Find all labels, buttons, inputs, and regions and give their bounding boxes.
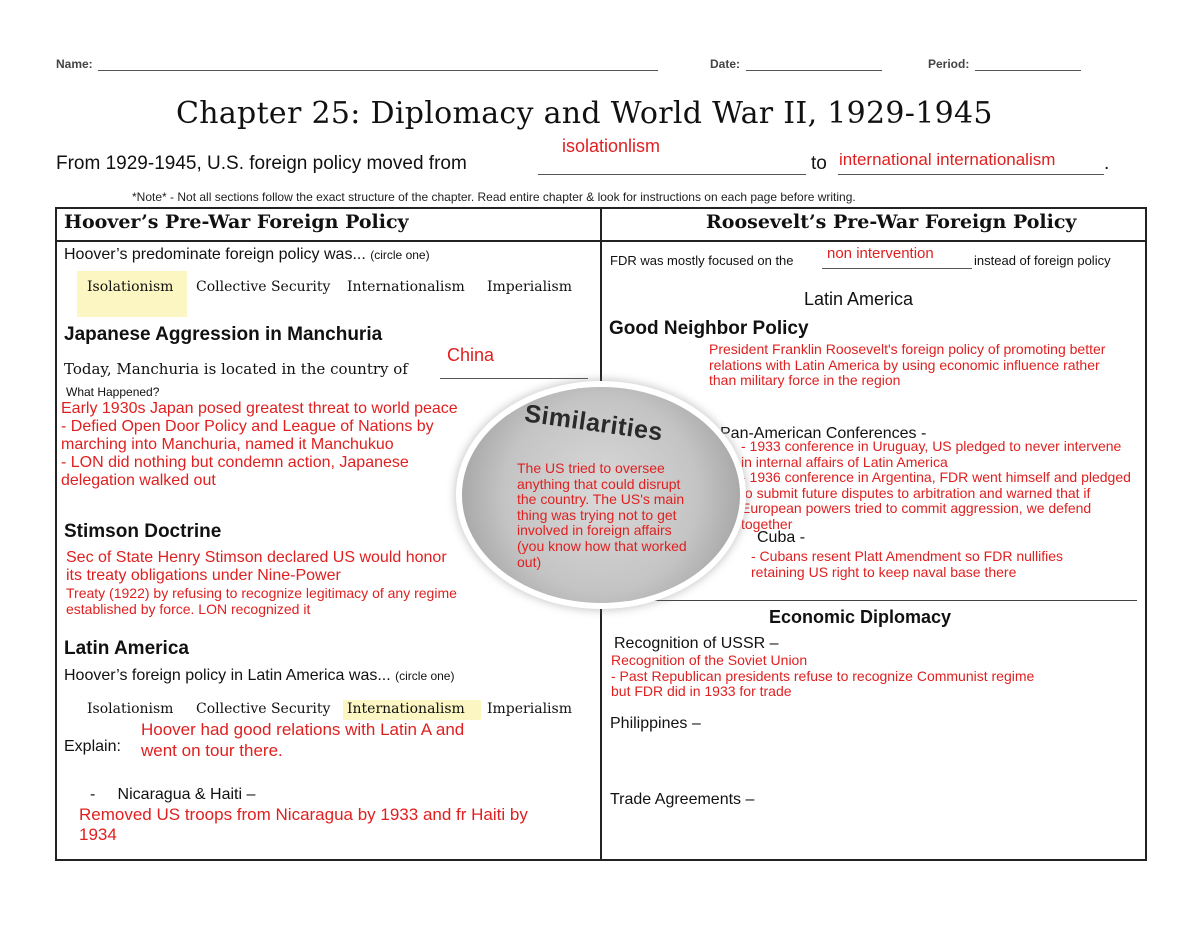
manchuria-heading: Japanese Aggression in Manchuria bbox=[64, 324, 383, 345]
stimson-heading: Stimson Doctrine bbox=[64, 521, 222, 542]
name-field[interactable] bbox=[98, 70, 658, 71]
period-field[interactable] bbox=[975, 70, 1081, 71]
option-internationalism[interactable]: Internationalism bbox=[347, 279, 465, 295]
manchuria-blank bbox=[440, 378, 588, 379]
circle-one-hint: (circle one) bbox=[370, 248, 430, 262]
subtitle-blank-to bbox=[838, 174, 1104, 175]
stimson-answer-small: Treaty (1922) by refusing to recognize legitimacy of any regime established by force. LON recognized it bbox=[66, 585, 457, 617]
fdr-focus-blank bbox=[822, 268, 972, 269]
philippines-label: Philippines – bbox=[610, 715, 701, 732]
econ-divider bbox=[602, 600, 1137, 601]
similarities-text: The US tried to oversee anything that could disrupt the country. The US's main thing was trying not to get involved in foreign affairs (you know how that worked out) bbox=[517, 460, 687, 570]
fdr-focus-answer: non intervention bbox=[827, 245, 934, 262]
latin-option-collective-security[interactable]: Collective Security bbox=[196, 701, 331, 717]
latin-america-heading-right: Latin America bbox=[804, 289, 914, 309]
explain-label: Explain: bbox=[64, 738, 121, 755]
manchuria-question: Today, Manchuria is located in the country of bbox=[64, 360, 408, 378]
option-collective-security[interactable]: Collective Security bbox=[196, 279, 331, 295]
period-label: Period: bbox=[928, 57, 970, 71]
subtitle-prefix: From 1929-1945, U.S. foreign policy moved from bbox=[56, 153, 467, 174]
pan-american-answer: - 1933 conference in Uruguay, US pledged to never intervene in internal affairs of Latin America - 1936 conference in Argentina, FDR went himself and pledged to submit future disputes to arbitration and warned that if European powers tried to commit aggression, we defend together bbox=[741, 438, 1131, 532]
latin-question bbox=[64, 667, 454, 685]
option-isolationism[interactable]: Isolationism bbox=[87, 279, 174, 295]
ussr-label: Recognition of USSR – bbox=[614, 635, 779, 652]
pan-american-label: Pan-American Conferences - bbox=[720, 425, 927, 442]
good-neighbor-heading: Good Neighbor Policy bbox=[609, 318, 809, 339]
subtitle-end: . bbox=[1104, 153, 1110, 174]
cuba-label: Cuba - bbox=[757, 529, 806, 546]
latin-america-heading-left: Latin America bbox=[64, 638, 189, 659]
cuba-answer: - Cubans resent Platt Amendment so FDR nullifies retaining US right to keep naval base there bbox=[751, 548, 1064, 580]
instructions-note: *Note* - Not all sections follow the exact structure of the chapter. Read entire chapter & look for instructions on each page before writing. bbox=[132, 190, 856, 204]
similarities-title: Similarities bbox=[522, 399, 665, 447]
trade-agreements-label: Trade Agreements – bbox=[610, 791, 755, 808]
hoover-question bbox=[64, 246, 430, 264]
date-field[interactable] bbox=[746, 70, 882, 71]
latin-circle-one-hint: (circle one) bbox=[395, 669, 455, 683]
subtitle-blank-from bbox=[538, 174, 806, 175]
nicaragua-answer: Removed US troops from Nicaragua by 1933 and fr Haiti by 1934 bbox=[79, 805, 528, 844]
what-happened-answer: Early 1930s Japan posed greatest threat to world peace - Defied Open Door Policy and League of Nations by marching into Manchuria, named it Manchukuo - LON did nothing but condemn action, Japanese delegation walked out bbox=[61, 400, 458, 489]
answer-from: isolationlism bbox=[562, 136, 661, 156]
date-label: Date: bbox=[710, 57, 741, 71]
similarities-circle bbox=[462, 387, 740, 603]
latin-option-internationalism[interactable]: Internationalism bbox=[347, 701, 465, 717]
what-happened-label: What Happened? bbox=[66, 385, 160, 399]
hoover-question-text: Hoover’s predominate foreign policy was... bbox=[64, 246, 366, 263]
manchuria-answer: China bbox=[447, 345, 495, 365]
subtitle-to: to bbox=[811, 153, 827, 174]
page-title: Chapter 25: Diplomacy and World War II, 1929-1945 bbox=[176, 96, 993, 131]
option-imperialism[interactable]: Imperialism bbox=[487, 279, 572, 295]
economic-diplomacy-heading: Economic Diplomacy bbox=[769, 607, 952, 627]
name-label: Name: bbox=[56, 57, 93, 71]
fdr-focus-suffix: instead of foreign policy bbox=[974, 253, 1111, 268]
good-neighbor-answer: President Franklin Roosevelt's foreign policy of promoting better relations with Latin America by using economic influence rather than military force in the region bbox=[709, 341, 1106, 389]
ussr-answer: Recognition of the Soviet Union - Past Republican presidents refuse to recognize Communist regime but FDR did in 1933 for trade bbox=[611, 652, 1035, 700]
nicaragua-label: - Nicaragua & Haiti – bbox=[90, 786, 256, 803]
latin-option-imperialism[interactable]: Imperialism bbox=[487, 701, 572, 717]
fdr-focus-prefix: FDR was mostly focused on the bbox=[610, 253, 794, 268]
answer-to: international internationalism bbox=[839, 150, 1056, 169]
latin-option-isolationism[interactable]: Isolationism bbox=[87, 701, 174, 717]
latin-question-text: Hoover’s foreign policy in Latin America was... bbox=[64, 667, 391, 684]
explain-answer: Hoover had good relations with Latin A and went on tour there. bbox=[141, 720, 465, 759]
stimson-answer-big: Sec of State Henry Stimson declared US would honor its treaty obligations under Nine-Power bbox=[66, 549, 447, 584]
left-column-heading: Hoover’s Pre-War Foreign Policy bbox=[64, 211, 409, 233]
right-column-heading: Roosevelt’s Pre-War Foreign Policy bbox=[706, 211, 1077, 233]
